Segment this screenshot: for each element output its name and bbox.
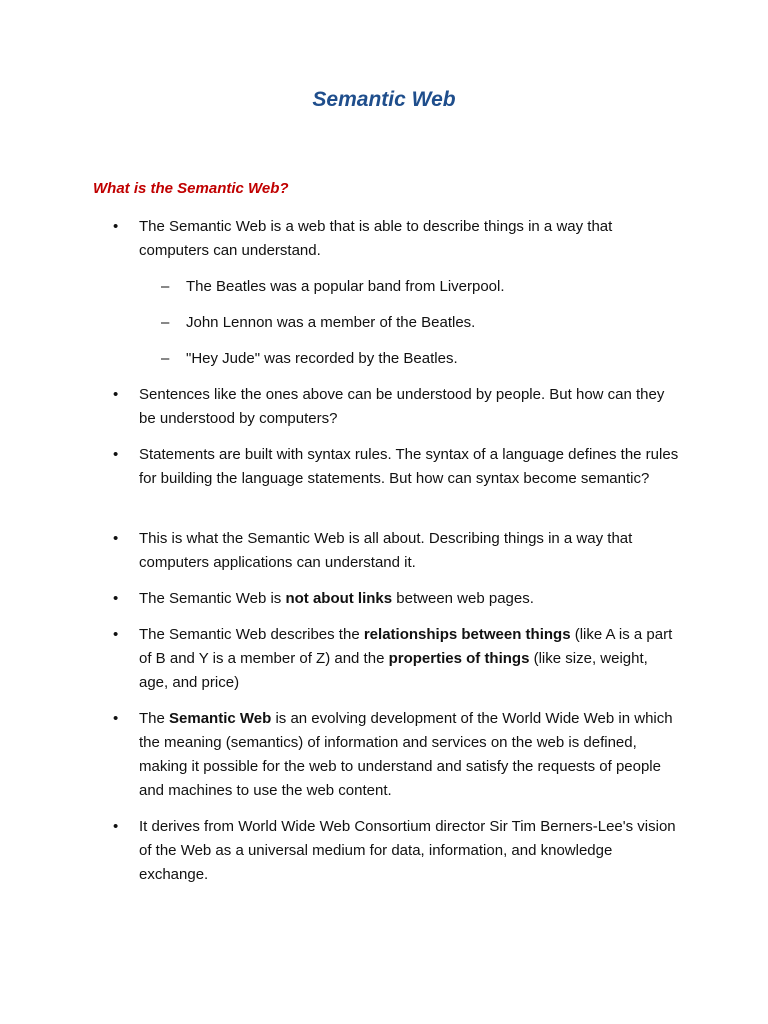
bullet-text-part: between web pages. (392, 590, 534, 607)
bullet-text: Statements are built with syntax rules. The syntax of a language defines the rules for building the language statements. But how can syntax become semantic? (139, 446, 679, 487)
bullet-text: Sentences like the ones above can be understood by people. But how can they be understood by computers? (139, 386, 665, 427)
bullet-text-bold: Semantic Web (169, 710, 272, 727)
bullet-marker: • (113, 818, 119, 835)
bullet-item (113, 623, 679, 695)
dash-marker: – (161, 278, 170, 295)
bullet-item (113, 527, 679, 575)
sub-bullet-text: John Lennon was a member of the Beatles. (186, 314, 476, 331)
section-heading: What is the Semantic Web? (93, 180, 289, 197)
bullet-text-bold: properties of things (388, 650, 530, 667)
sub-bullet-item (161, 347, 656, 371)
bullet-text: This is what the Semantic Web is all about. Describing things in a way that computers applications can understand it. (139, 530, 633, 571)
sub-bullet-item (161, 275, 656, 299)
dash-marker: – (161, 314, 170, 331)
bullet-marker: • (113, 710, 119, 727)
bullet-item (113, 215, 679, 263)
bullet-text: The Semantic Web is a web that is able to describe things in a way that computers can understand. (139, 218, 613, 259)
bullet-marker: • (113, 626, 119, 643)
bullet-marker: • (113, 386, 119, 403)
page-title: Semantic Web (312, 88, 456, 111)
bullet-text-bold: not about links (285, 590, 393, 607)
sub-bullet-text: "Hey Jude" was recorded by the Beatles. (186, 350, 458, 367)
bullet-text-part: The (139, 710, 170, 727)
bullet-text-part: The Semantic Web is (139, 590, 286, 607)
bullet-item (113, 587, 679, 611)
bullet-item (113, 707, 679, 803)
sub-bullet-text: The Beatles was a popular band from Liverpool. (186, 278, 505, 295)
bullet-text-part: is an evolving development of the World Wide Web in which the meaning (semantics) of information and services on the web is defined, making it possible for the web to understand and satisfy the requests of people and machines to use the web content. (139, 710, 673, 799)
bullet-marker: • (113, 590, 119, 607)
bullet-marker: • (113, 530, 119, 547)
bullet-text-part: (like size, weight, age, and price) (139, 650, 648, 691)
bullet-text-part: The Semantic Web describes the (139, 626, 364, 643)
bullet-text: It derives from World Wide Web Consortium director Sir Tim Berners-Lee's vision of the Web as a universal medium for data, information, and knowledge exchange. (139, 818, 676, 883)
dash-marker: – (161, 350, 170, 367)
bullet-item (113, 815, 679, 887)
bullet-item (113, 443, 679, 491)
bullet-marker: • (113, 446, 119, 463)
bullet-item (113, 383, 679, 431)
sub-bullet-item (161, 311, 656, 335)
bullet-text-part: (like A is a part of B and Y is a member of Z) and the (139, 626, 673, 667)
bullet-text-bold: relationships between things (363, 626, 571, 643)
bullet-marker: • (113, 218, 119, 235)
